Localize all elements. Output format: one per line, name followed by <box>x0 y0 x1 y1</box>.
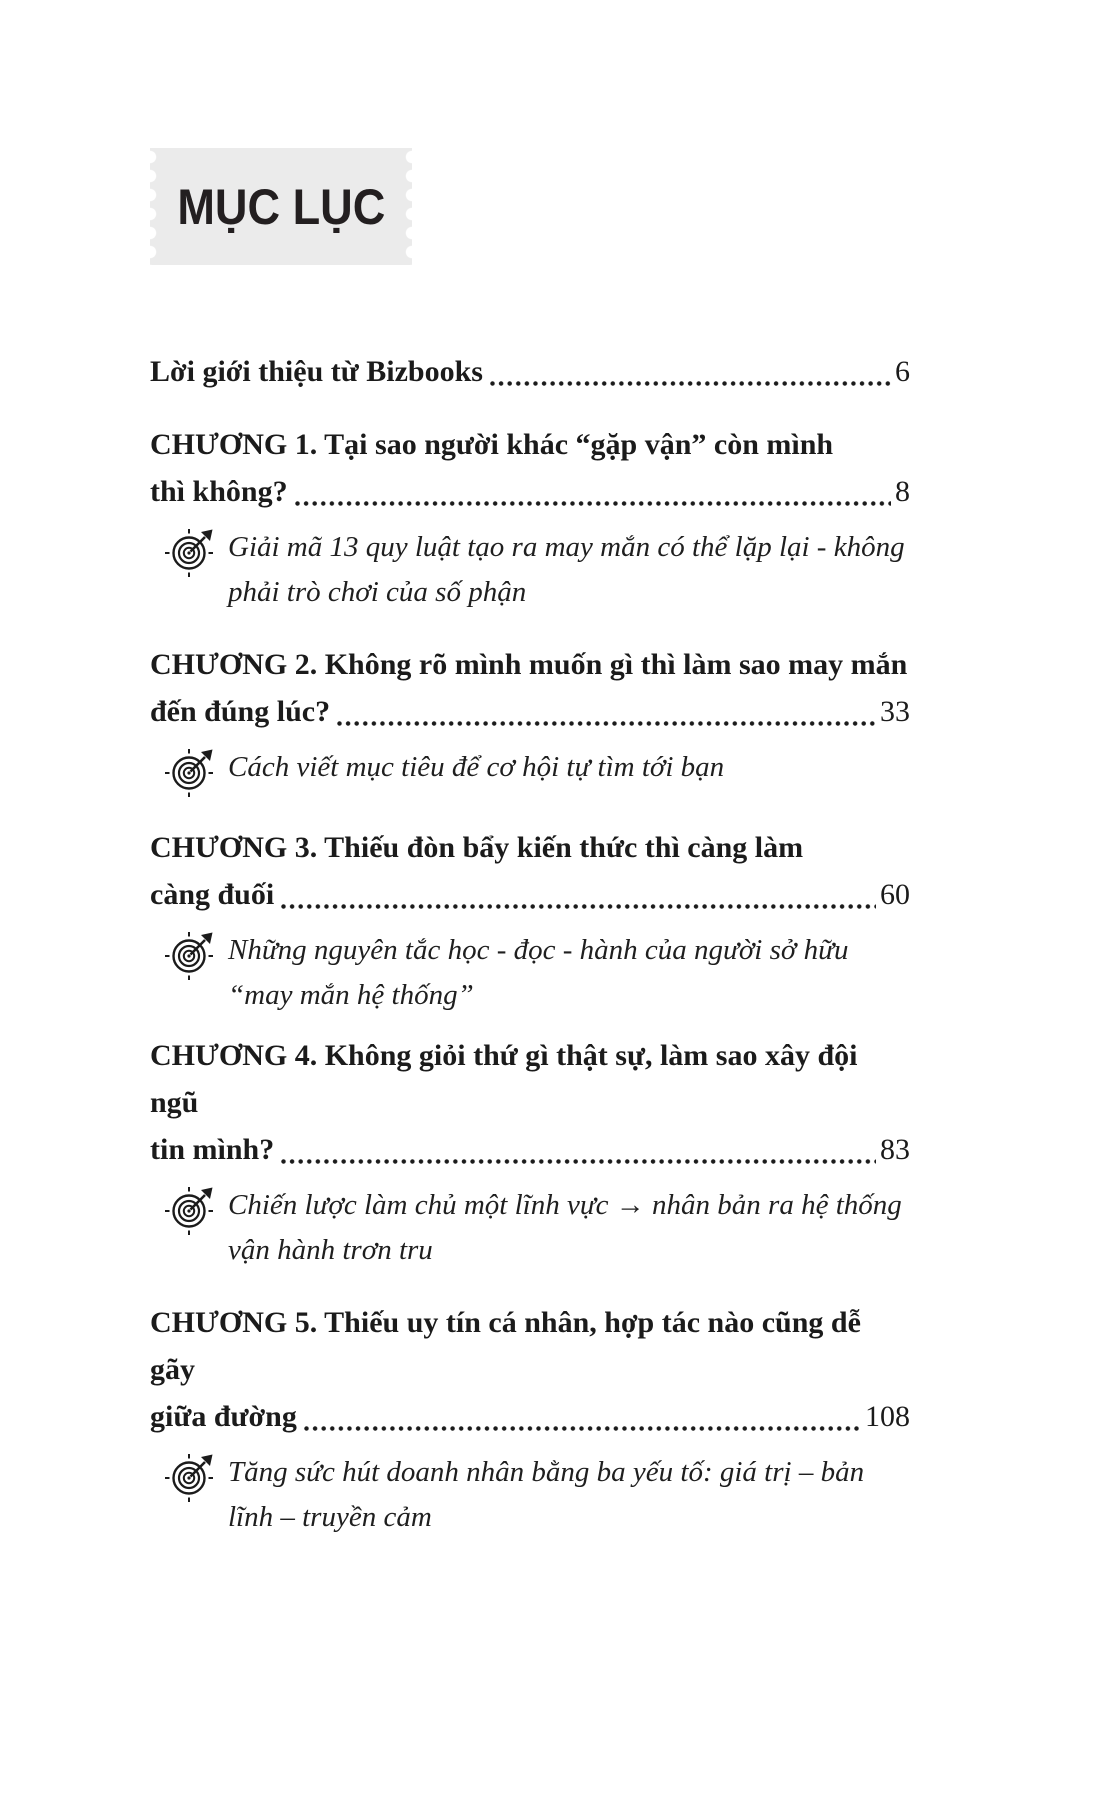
page-number: 33 <box>880 695 910 728</box>
page-number: 8 <box>895 475 910 508</box>
chapter-subtitle-row <box>164 928 910 1018</box>
table-of-contents <box>0 348 1119 1540</box>
chapter-title-end: càng đuối <box>150 878 275 911</box>
toc-entry-intro <box>150 348 910 395</box>
toc-entry-chapter-1 <box>150 421 910 615</box>
page-number: 108 <box>865 1400 910 1433</box>
toc-line <box>150 1393 910 1440</box>
chapter-subtitle: Giải mã 13 quy luật tạo ra may mắn có thể lặp lại - không phải trò chơi của số phận <box>228 531 905 608</box>
chapter-title-line: CHƯƠNG 3. Thiếu đòn bẩy kiến thức thì càng làm <box>150 831 804 864</box>
dot-leader <box>281 904 876 909</box>
chapter-title-end: giữa đường <box>150 1400 297 1433</box>
chapter-title-end: thì không? <box>150 475 288 508</box>
chapter-subtitle: Tăng sức hút doanh nhân bằng ba yếu tố: giá trị – bản lĩnh – truyền cảm <box>228 1456 865 1533</box>
chapter-subtitle: Cách viết mục tiêu để cơ hội tự tìm tới bạn <box>228 751 725 783</box>
dot-leader <box>490 381 891 386</box>
target-bullseye-arrow-icon <box>164 1186 216 1236</box>
page-number: 83 <box>880 1133 910 1166</box>
dot-leader <box>304 1426 861 1431</box>
dot-leader <box>337 721 876 726</box>
toc-entry-chapter-3 <box>150 824 910 1018</box>
book-toc-page <box>0 148 1119 1794</box>
chapter-title-line: CHƯƠNG 4. Không giỏi thứ gì thật sự, làm sao xây đội ngũ <box>150 1039 858 1119</box>
chapter-subtitle-row <box>164 525 910 615</box>
toc-line <box>150 348 910 395</box>
target-bullseye-arrow-icon <box>164 1453 216 1503</box>
toc-line <box>150 688 910 735</box>
chapter-title-line: CHƯƠNG 2. Không rõ mình muốn gì thì làm sao may mắn <box>150 648 908 681</box>
toc-entry-label: Lời giới thiệu từ Bizbooks <box>150 355 483 388</box>
chapter-subtitle: Những nguyên tắc học - đọc - hành của người sở hữu “may mắn hệ thống” <box>228 934 849 1011</box>
title-banner <box>150 148 412 265</box>
target-bullseye-arrow-icon <box>164 931 216 981</box>
chapter-subtitle-row <box>164 1183 910 1273</box>
toc-entry-chapter-5 <box>150 1299 910 1540</box>
chapter-title-end: đến đúng lúc? <box>150 695 331 728</box>
chapter-title-end: tin mình? <box>150 1133 275 1166</box>
target-bullseye-arrow-icon <box>164 528 216 578</box>
page-number: 6 <box>895 355 910 388</box>
toc-entry-chapter-4 <box>150 1032 910 1273</box>
toc-entry-chapter-2 <box>150 641 910 798</box>
chapter-title-line: CHƯƠNG 1. Tại sao người khác “gặp vận” còn mình <box>150 428 834 461</box>
toc-line <box>150 1126 910 1173</box>
page-title: MỤC LỤC <box>176 178 386 235</box>
toc-line <box>150 468 910 515</box>
dot-leader <box>281 1159 876 1164</box>
chapter-subtitle-row <box>164 1450 910 1540</box>
chapter-subtitle-row <box>164 745 910 798</box>
toc-line <box>150 871 910 918</box>
chapter-title-line: CHƯƠNG 5. Thiếu uy tín cá nhân, hợp tác nào cũng dễ gãy <box>150 1306 861 1386</box>
dot-leader <box>295 501 891 506</box>
page-number: 60 <box>880 878 910 911</box>
target-bullseye-arrow-icon <box>164 748 216 798</box>
chapter-subtitle: Chiến lược làm chủ một lĩnh vực → nhân bản ra hệ thống vận hành trơn tru <box>228 1189 902 1266</box>
